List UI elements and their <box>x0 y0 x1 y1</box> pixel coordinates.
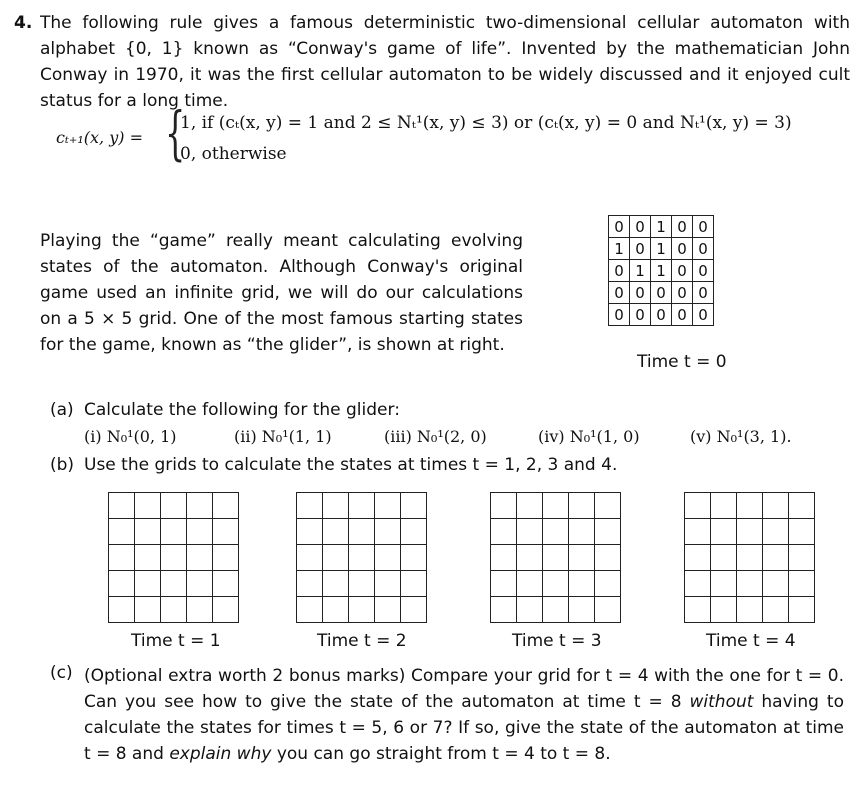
grid-row <box>491 597 621 623</box>
answer-cell[interactable] <box>375 597 401 623</box>
answer-cell[interactable] <box>595 597 621 623</box>
answer-cell[interactable] <box>297 519 323 545</box>
answer-cell[interactable] <box>187 545 213 571</box>
answer-cell[interactable] <box>763 597 789 623</box>
grid-label-t0: Time t = 0 <box>637 352 727 372</box>
grid-row <box>609 282 714 304</box>
answer-cell[interactable] <box>161 597 187 623</box>
grid-label-t3: Time t = 3 <box>512 631 602 651</box>
answer-cell[interactable] <box>711 519 737 545</box>
answer-cell[interactable] <box>213 571 239 597</box>
part-c-text <box>84 663 844 767</box>
answer-cell[interactable] <box>401 519 427 545</box>
answer-cell[interactable] <box>135 571 161 597</box>
grid-row <box>297 597 427 623</box>
answer-cell[interactable] <box>213 519 239 545</box>
answer-cell[interactable] <box>109 519 135 545</box>
grid-row <box>297 545 427 571</box>
answer-cell[interactable] <box>569 493 595 519</box>
answer-cell[interactable] <box>135 519 161 545</box>
grid-row <box>297 519 427 545</box>
grid-cell: 0 <box>672 238 693 260</box>
formula-case-1: 1, if (cₜ(x, y) = 1 and 2 ≤ Nₜ¹(x, y) ≤ 3) or (cₜ(x, y) = 0 and Nₜ¹(x, y) = 3) <box>180 113 792 133</box>
answer-cell[interactable] <box>789 597 815 623</box>
grid-row <box>109 571 239 597</box>
grid-row <box>297 493 427 519</box>
answer-cell[interactable] <box>109 597 135 623</box>
grid-cell: 0 <box>693 260 714 282</box>
answer-cell[interactable] <box>323 545 349 571</box>
grid-row <box>297 571 427 597</box>
grid-cell: 0 <box>609 282 630 304</box>
answer-cell[interactable] <box>711 493 737 519</box>
grid-row <box>491 571 621 597</box>
grid-cell: 0 <box>630 282 651 304</box>
answer-cell[interactable] <box>763 571 789 597</box>
answer-cell[interactable] <box>595 519 621 545</box>
part-c-emph-explain: explain why <box>169 744 272 764</box>
answer-cell[interactable] <box>323 571 349 597</box>
answer-cell[interactable] <box>685 493 711 519</box>
answer-cell[interactable] <box>685 545 711 571</box>
answer-cell[interactable] <box>349 597 375 623</box>
answer-cell[interactable] <box>737 571 763 597</box>
answer-cell[interactable] <box>401 597 427 623</box>
answer-cell[interactable] <box>763 493 789 519</box>
answer-cell[interactable] <box>711 597 737 623</box>
answer-cell[interactable] <box>187 493 213 519</box>
answer-cell[interactable] <box>517 571 543 597</box>
answer-cell[interactable] <box>517 597 543 623</box>
grid-row <box>685 597 815 623</box>
answer-grid-t1[interactable] <box>108 492 239 623</box>
answer-cell[interactable] <box>737 597 763 623</box>
answer-cell[interactable] <box>517 519 543 545</box>
grid-row <box>109 519 239 545</box>
grid-cell: 0 <box>693 216 714 238</box>
answer-cell[interactable] <box>349 545 375 571</box>
grid-cell: 0 <box>609 216 630 238</box>
answer-grid-t4[interactable] <box>684 492 815 623</box>
grid-cell: 0 <box>693 282 714 304</box>
answer-cell[interactable] <box>569 519 595 545</box>
answer-cell[interactable] <box>161 571 187 597</box>
answer-cell[interactable] <box>297 597 323 623</box>
grid-cell: 0 <box>609 304 630 326</box>
answer-grid-t2[interactable] <box>296 492 427 623</box>
answer-cell[interactable] <box>543 493 569 519</box>
grid-cell: 0 <box>609 260 630 282</box>
answer-cell[interactable] <box>375 519 401 545</box>
answer-cell[interactable] <box>297 545 323 571</box>
answer-cell[interactable] <box>349 571 375 597</box>
answer-cell[interactable] <box>763 545 789 571</box>
answer-cell[interactable] <box>297 493 323 519</box>
answer-cell[interactable] <box>349 519 375 545</box>
grid-cell: 0 <box>672 216 693 238</box>
answer-cell[interactable] <box>763 519 789 545</box>
part-c-text-1: (Optional extra worth 2 bonus marks) Compare your grid for t = 4 with the one for t = 0. Can you see how to give the state of the automaton at time t = 8 <box>84 666 844 712</box>
grid-label-t2: Time t = 2 <box>317 631 407 651</box>
answer-cell[interactable] <box>161 493 187 519</box>
answer-cell[interactable] <box>135 493 161 519</box>
problem-intro: The following rule gives a famous deterministic two-dimensional cellular automaton with alphabet {0, 1} known as “Conway's game of life”. Invented by the mathematician John Conway in 1970, it was the first cellular automaton to be widely discussed and it enjoyed cult status for a long time. <box>40 13 850 111</box>
answer-cell[interactable] <box>375 545 401 571</box>
answer-cell[interactable] <box>491 545 517 571</box>
grid-cell: 0 <box>651 282 672 304</box>
part-c-emph-without: without <box>689 692 754 712</box>
answer-cell[interactable] <box>375 571 401 597</box>
answer-cell[interactable] <box>543 571 569 597</box>
answer-cell[interactable] <box>109 545 135 571</box>
answer-cell[interactable] <box>135 545 161 571</box>
grid-cell: 0 <box>672 282 693 304</box>
grid-cell: 0 <box>672 260 693 282</box>
answer-cell[interactable] <box>187 519 213 545</box>
grid-row <box>109 493 239 519</box>
answer-cell[interactable] <box>401 545 427 571</box>
part-a-text: Calculate the following for the glider: <box>84 400 400 420</box>
grid-row <box>685 519 815 545</box>
answer-cell[interactable] <box>569 597 595 623</box>
answer-cell[interactable] <box>711 545 737 571</box>
grid-cell: 1 <box>651 216 672 238</box>
part-a-item-ii: (ii) N₀¹(1, 1) <box>234 427 332 446</box>
answer-cell[interactable] <box>161 545 187 571</box>
answer-cell[interactable] <box>595 545 621 571</box>
grid-cell: 1 <box>609 238 630 260</box>
answer-cell[interactable] <box>789 545 815 571</box>
answer-cell[interactable] <box>517 493 543 519</box>
grid-row <box>609 238 714 260</box>
grid-cell: 1 <box>651 238 672 260</box>
answer-cell[interactable] <box>297 571 323 597</box>
grid-cell: 0 <box>630 304 651 326</box>
part-c-text-3: you can go straight from t = 4 to t = 8. <box>271 744 611 764</box>
grid-cell: 0 <box>651 304 672 326</box>
answer-cell[interactable] <box>323 519 349 545</box>
answer-cell[interactable] <box>685 571 711 597</box>
part-a-item-iii: (iii) N₀¹(2, 0) <box>384 427 487 446</box>
answer-cell[interactable] <box>187 571 213 597</box>
answer-cell[interactable] <box>595 493 621 519</box>
answer-cell[interactable] <box>491 519 517 545</box>
grid-row <box>491 493 621 519</box>
answer-cell[interactable] <box>789 493 815 519</box>
formula-case-2: 0, otherwise <box>180 144 287 164</box>
grid-row <box>109 545 239 571</box>
answer-cell[interactable] <box>109 493 135 519</box>
formula-lhs: cₜ₊₁(x, y) = <box>56 128 143 147</box>
grid-row <box>109 597 239 623</box>
answer-cell[interactable] <box>491 493 517 519</box>
grid-cell: 0 <box>693 304 714 326</box>
grid-cell: 0 <box>672 304 693 326</box>
answer-cell[interactable] <box>569 571 595 597</box>
grid-label-t4: Time t = 4 <box>706 631 796 651</box>
part-a-label: (a) <box>50 400 74 420</box>
answer-cell[interactable] <box>737 519 763 545</box>
grid-row <box>685 571 815 597</box>
answer-cell[interactable] <box>543 597 569 623</box>
grid-cell: 0 <box>630 238 651 260</box>
answer-cell[interactable] <box>187 597 213 623</box>
grid-cell: 0 <box>693 238 714 260</box>
answer-cell[interactable] <box>737 545 763 571</box>
answer-cell[interactable] <box>213 545 239 571</box>
answer-cell[interactable] <box>491 571 517 597</box>
answer-cell[interactable] <box>569 545 595 571</box>
grid-row <box>685 545 815 571</box>
part-a-item-iv: (iv) N₀¹(1, 0) <box>538 427 640 446</box>
answer-cell[interactable] <box>401 571 427 597</box>
part-a-item-i: (i) N₀¹(0, 1) <box>84 427 177 446</box>
answer-cell[interactable] <box>543 545 569 571</box>
grid-row <box>491 545 621 571</box>
grid-cell: 1 <box>651 260 672 282</box>
answer-cell[interactable] <box>349 493 375 519</box>
answer-cell[interactable] <box>685 597 711 623</box>
part-b-label: (b) <box>50 455 75 475</box>
part-b-text: Use the grids to calculate the states at times t = 1, 2, 3 and 4. <box>84 455 618 475</box>
answer-cell[interactable] <box>789 571 815 597</box>
grid-row <box>609 216 714 238</box>
part-c-text-2: having to calculate the states for times t = 5, 6 or 7? If so, give the state of the automaton at time t = 8 and <box>84 692 844 764</box>
answer-cell[interactable] <box>401 493 427 519</box>
answer-cell[interactable] <box>135 597 161 623</box>
answer-cell[interactable] <box>595 571 621 597</box>
grid-cell: 0 <box>630 216 651 238</box>
answer-cell[interactable] <box>491 597 517 623</box>
grid-row <box>685 493 815 519</box>
answer-cell[interactable] <box>323 493 349 519</box>
answer-cell[interactable] <box>685 519 711 545</box>
part-a-item-v: (v) N₀¹(3, 1). <box>690 427 792 446</box>
grid-label-t1: Time t = 1 <box>131 631 221 651</box>
grid-row <box>609 260 714 282</box>
answer-cell[interactable] <box>323 597 349 623</box>
grid-cell: 1 <box>630 260 651 282</box>
answer-cell[interactable] <box>213 597 239 623</box>
answer-cell[interactable] <box>737 493 763 519</box>
answer-grid-t3[interactable] <box>490 492 621 623</box>
answer-cell[interactable] <box>161 519 187 545</box>
grid-row <box>491 519 621 545</box>
glider-grid-t0 <box>608 215 714 326</box>
answer-cell[interactable] <box>711 571 737 597</box>
answer-cell[interactable] <box>109 571 135 597</box>
glider-paragraph: Playing the “game” really meant calculating evolving states of the automaton. Although Conway's original game used an infinite grid, we will do our calculations on a 5 × 5 grid. One of the most famous starting states for the game, known as “the glider”, is shown at right. <box>40 231 523 355</box>
problem-number: 4. <box>14 13 33 33</box>
answer-cell[interactable] <box>213 493 239 519</box>
answer-cell[interactable] <box>375 493 401 519</box>
formula-brace: { <box>165 99 186 167</box>
answer-cell[interactable] <box>543 519 569 545</box>
grid-row <box>609 304 714 326</box>
part-c-label: (c) <box>50 663 73 683</box>
answer-cell[interactable] <box>517 545 543 571</box>
answer-cell[interactable] <box>789 519 815 545</box>
